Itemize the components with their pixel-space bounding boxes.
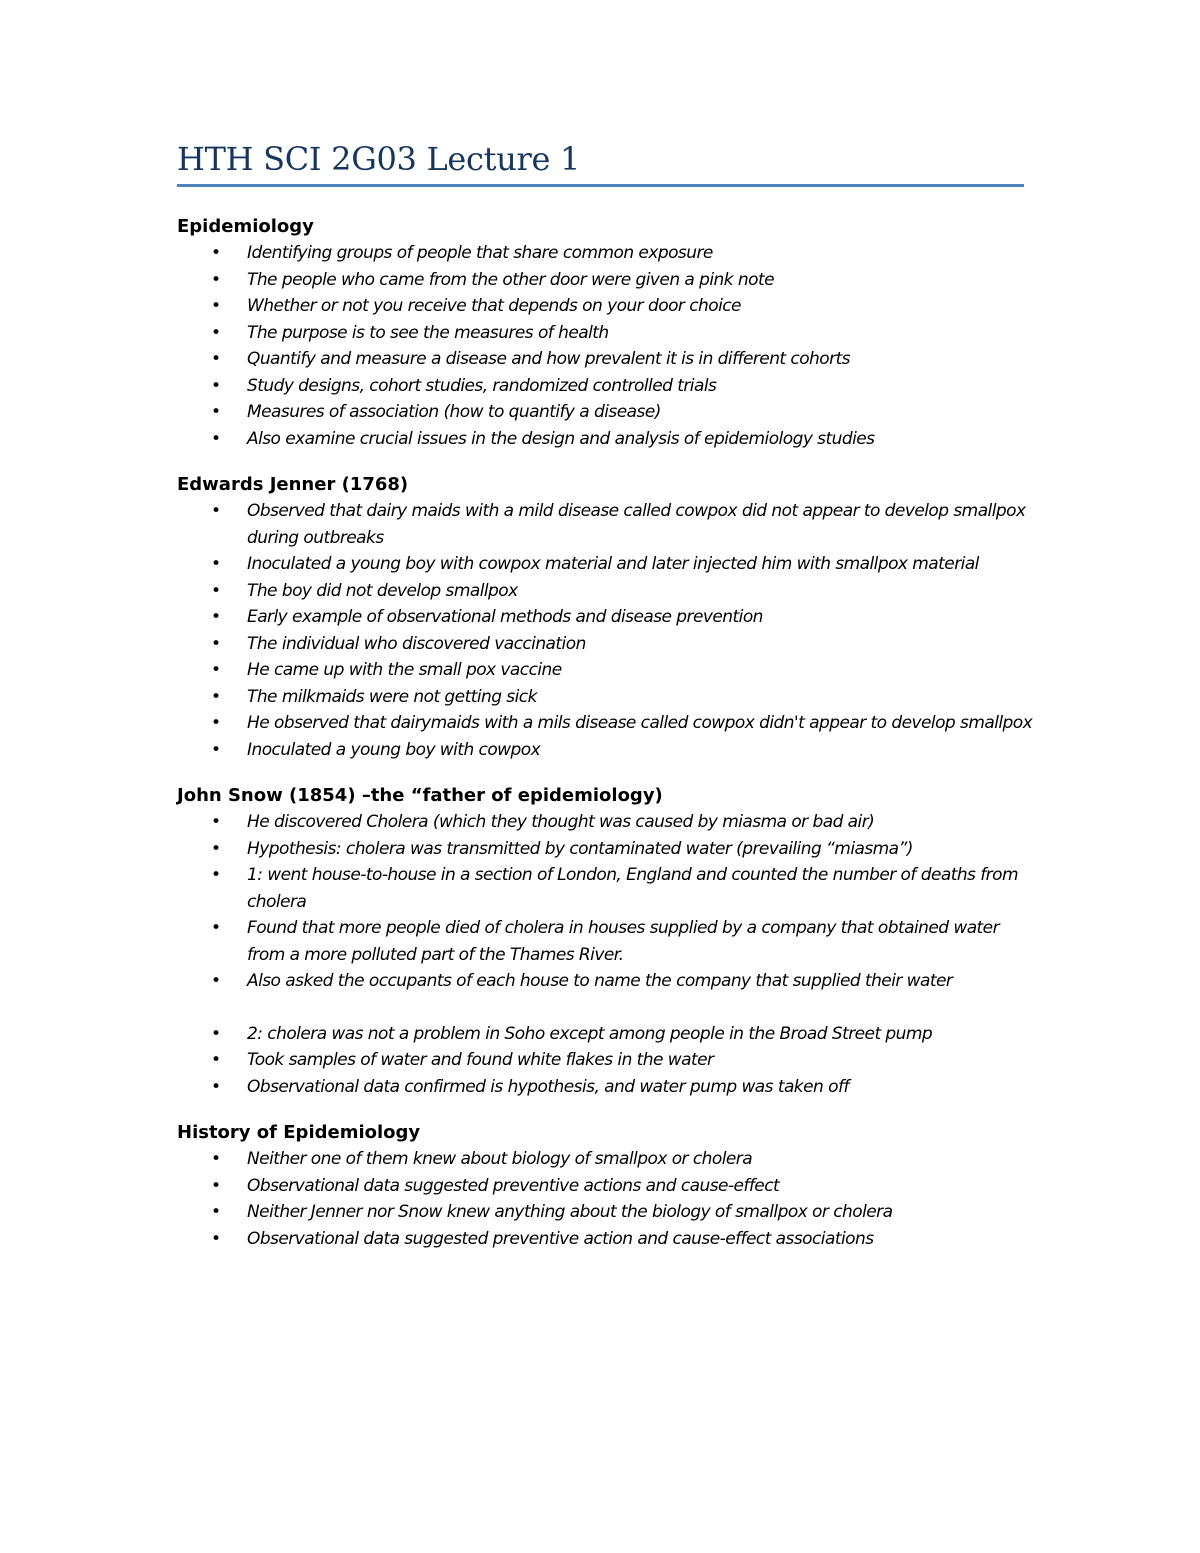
list-item-text: Study designs, cohort studies, randomized controlled trials xyxy=(247,375,717,396)
list-item-text: Also examine crucial issues in the design and analysis of epidemiology studies xyxy=(247,428,875,449)
list-item-text: The individual who discovered vaccination xyxy=(247,633,586,654)
bullet-icon: • xyxy=(211,918,221,938)
list-item xyxy=(177,293,1037,320)
list-item xyxy=(177,684,1037,711)
list-item-text: Observed that dairy maids with a mild disease called cowpox did not appear to develop smallpox during outbreaks xyxy=(247,501,1026,548)
section-history-of-epidemiology xyxy=(177,1120,1037,1252)
list-item xyxy=(177,1226,1037,1253)
bullet-icon: • xyxy=(211,686,221,707)
list-item xyxy=(177,968,1037,995)
bullet-icon: • xyxy=(211,1228,221,1249)
list-item xyxy=(177,1199,1037,1226)
list-item-text: Hypothesis: cholera was transmitted by contaminated water (prevailing “miasma”) xyxy=(247,838,913,859)
document-body xyxy=(177,214,1037,1272)
bullet-icon: • xyxy=(211,1050,221,1070)
bullet-icon: • xyxy=(211,660,221,680)
bullet-icon: • xyxy=(211,1202,221,1222)
bullet-icon: • xyxy=(211,349,221,369)
list-item-text: Observational data suggested preventive actions and cause-effect xyxy=(247,1175,780,1196)
list-item-text: He came up with the small pox vaccine xyxy=(247,660,562,680)
list-item-text: Neither Jenner nor Snow knew anything about the biology of smallpox or cholera xyxy=(247,1202,893,1222)
page-title: HTH SCI 2G03 Lecture 1 xyxy=(177,140,581,178)
bullet-icon: • xyxy=(211,838,221,859)
bullet-icon: • xyxy=(211,1149,221,1169)
list-item-text: 1: went house-to-house in a section of London, England and counted the number of deaths from cholera xyxy=(247,865,1018,912)
list-item xyxy=(177,862,1037,915)
list-item xyxy=(177,1074,1037,1101)
bullet-icon: • xyxy=(211,402,221,422)
list-item xyxy=(177,551,1037,578)
bullet-icon: • xyxy=(211,322,221,343)
list-item xyxy=(177,240,1037,267)
list-item-text: Identifying groups of people that share common exposure xyxy=(247,243,713,263)
list-item-text: Whether or not you receive that depends on your door choice xyxy=(247,296,741,316)
list-item-text: Observational data suggested preventive action and cause-effect associations xyxy=(247,1228,874,1249)
bullet-icon: • xyxy=(211,269,221,290)
list-item-text: Neither one of them knew about biology of smallpox or cholera xyxy=(247,1149,753,1169)
section-heading: History of Epidemiology xyxy=(177,1122,421,1143)
list-item-text: The boy did not develop smallpox xyxy=(247,580,518,601)
bullet-list xyxy=(177,240,1037,452)
bullet-icon: • xyxy=(211,1076,221,1097)
list-item xyxy=(177,1047,1037,1074)
list-item-text: Early example of observational methods and disease prevention xyxy=(247,607,763,627)
list-item-text: He discovered Cholera (which they thought was caused by miasma or bad air) xyxy=(247,812,875,832)
bullet-icon: • xyxy=(211,296,221,316)
bullet-list xyxy=(177,1146,1037,1252)
bullet-icon: • xyxy=(211,1175,221,1196)
list-item xyxy=(177,426,1037,453)
list-item xyxy=(177,809,1037,836)
title-underline xyxy=(177,184,1024,187)
list-item xyxy=(177,1173,1037,1200)
bullet-icon: • xyxy=(211,501,221,521)
list-item xyxy=(177,399,1037,426)
bullet-icon: • xyxy=(211,375,221,396)
bullet-icon: • xyxy=(211,554,221,574)
bullet-icon: • xyxy=(211,633,221,654)
list-item-text: The milkmaids were not getting sick xyxy=(247,686,537,707)
list-item-text: Also asked the occupants of each house to name the company that supplied their water xyxy=(247,971,953,991)
bullet-icon: • xyxy=(211,1023,221,1044)
bullet-icon: • xyxy=(211,739,221,760)
list-item xyxy=(177,1021,1037,1048)
section-heading: Epidemiology xyxy=(177,216,314,237)
list-item xyxy=(177,657,1037,684)
list-item xyxy=(177,915,1037,968)
section-heading: John Snow (1854) –the “father of epidemiology) xyxy=(177,785,663,806)
list-item-text: Quantify and measure a disease and how prevalent it is in different cohorts xyxy=(247,349,850,369)
list-item xyxy=(177,373,1037,400)
bullet-icon: • xyxy=(211,971,221,991)
bullet-icon: • xyxy=(211,865,221,885)
bullet-icon: • xyxy=(211,713,221,733)
list-item xyxy=(177,346,1037,373)
list-item-text: Measures of association (how to quantify a disease) xyxy=(247,402,661,422)
section-epidemiology xyxy=(177,214,1037,452)
list-item-text: Observational data confirmed is hypothesis, and water pump was taken off xyxy=(247,1076,849,1097)
list-item xyxy=(177,578,1037,605)
list-item-text: He observed that dairymaids with a mils disease called cowpox didn't appear to develop smallpox xyxy=(247,713,1033,733)
section-edwards-jenner xyxy=(177,472,1037,763)
list-item xyxy=(177,267,1037,294)
list-item xyxy=(177,737,1037,764)
list-item-text: Found that more people died of cholera in houses supplied by a company that obtained water from a more polluted part of the Thames River. xyxy=(247,918,1000,965)
bullet-list xyxy=(177,809,1037,1100)
list-item xyxy=(177,320,1037,347)
list-item xyxy=(177,604,1037,631)
section-john-snow xyxy=(177,783,1037,1100)
list-item-text: Inoculated a young boy with cowpox xyxy=(247,739,541,760)
list-item-text: The people who came from the other door were given a pink note xyxy=(247,269,775,290)
section-heading: Edwards Jenner (1768) xyxy=(177,474,409,495)
bullet-icon: • xyxy=(211,607,221,627)
list-item xyxy=(177,631,1037,658)
bullet-icon: • xyxy=(211,428,221,449)
list-item xyxy=(177,498,1037,551)
list-item xyxy=(177,1146,1037,1173)
list-item xyxy=(177,836,1037,863)
list-item-text: The purpose is to see the measures of health xyxy=(247,322,609,343)
list-item xyxy=(177,710,1037,737)
list-item-text: Inoculated a young boy with cowpox material and later injected him with smallpox material xyxy=(247,554,979,574)
list-item-text: Took samples of water and found white flakes in the water xyxy=(247,1050,714,1070)
list-item-text: 2: cholera was not a problem in Soho except among people in the Broad Street pump xyxy=(247,1023,933,1044)
bullet-icon: • xyxy=(211,580,221,601)
bullet-list xyxy=(177,498,1037,763)
bullet-icon: • xyxy=(211,812,221,832)
bullet-icon: • xyxy=(211,243,221,263)
